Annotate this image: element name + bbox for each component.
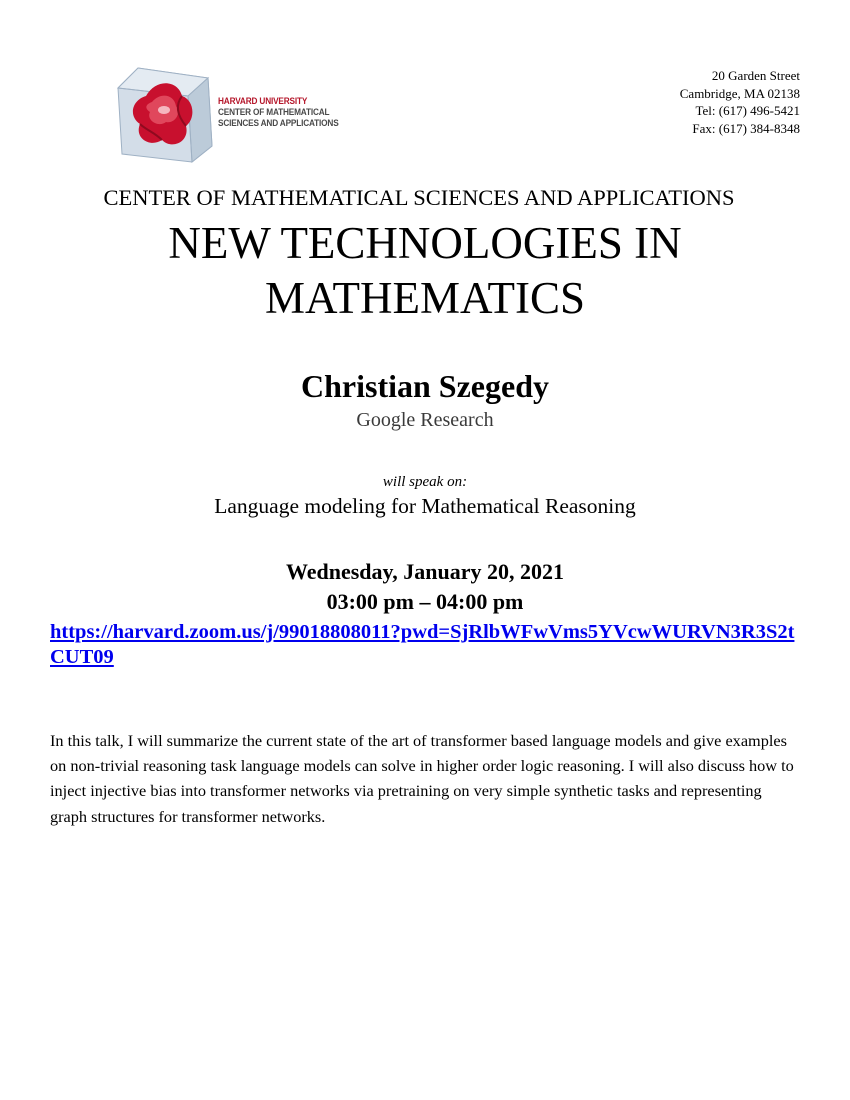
will-speak-on: will speak on:	[382, 474, 468, 490]
speaker-affiliation: Google Research	[356, 409, 494, 431]
cube-logo-icon	[116, 66, 214, 164]
talk-date: Wednesday, January 20, 2021	[285, 559, 565, 584]
series-title-line2: MATHEMATICS	[264, 273, 586, 323]
address-block	[680, 67, 800, 137]
logo-wordmark	[218, 96, 339, 129]
center-name: CENTER OF MATHEMATICAL SCIENCES AND APPLICATIONS	[103, 185, 735, 210]
series-title-line1: NEW TECHNOLOGIES IN	[168, 218, 682, 268]
speaker-name: Christian Szegedy	[301, 368, 549, 404]
talk-time: 03:00 pm – 04:00 pm	[326, 589, 524, 614]
zoom-link[interactable]: https://harvard.zoom.us/j/99018808011?pwd=SjRlbWFwVms5YVcwWURVN3R3S2tCUT09	[50, 621, 795, 668]
address-tel: Tel: (617) 496-5421	[695, 103, 800, 119]
series-title	[0, 216, 850, 326]
abstract-paragraph: In this talk, I will summarize the current state of the art of transformer based language models and give examples on non-trivial reasoning task language models can solve in higher order logic reasoning. I will also discuss how to inject injective bias into transformer networks via pretraining on very simple synthetic tasks and representing graph structures for transformer networks.	[50, 731, 794, 826]
address-fax: Fax: (617) 384-8348	[692, 120, 800, 136]
address-street: 20 Garden Street	[711, 68, 800, 83]
logo-center-line: CENTER OF MATHEMATICAL	[218, 107, 330, 118]
address-city: Cambridge, MA 02138	[679, 85, 800, 101]
logo-university: HARVARD UNIVERSITY	[218, 96, 308, 107]
cmsa-logo	[116, 66, 346, 164]
talk-title: Language modeling for Mathematical Reasoning	[214, 494, 636, 518]
logo-applications-line: SCIENCES AND APPLICATIONS	[218, 118, 339, 129]
